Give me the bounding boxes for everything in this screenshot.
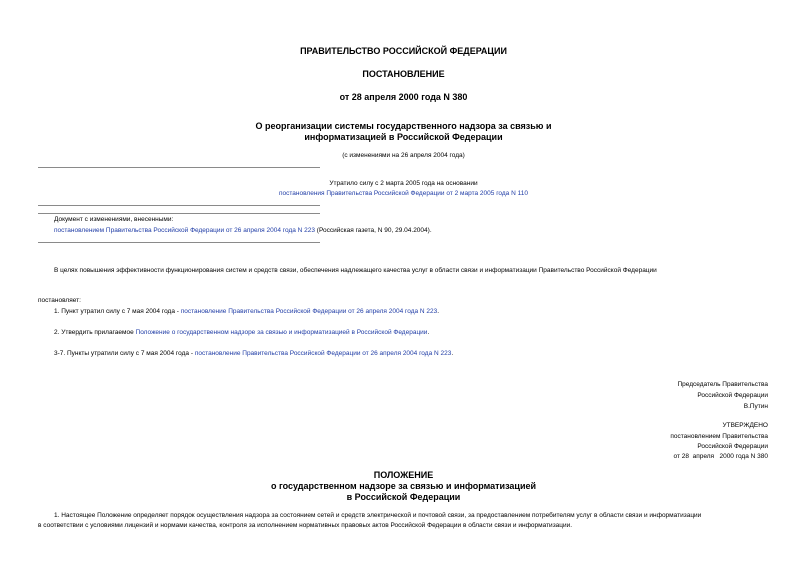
item-2	[54, 329, 429, 336]
regulation-subtitle-1: о государственном надзоре за связью и информатизацией	[270, 481, 537, 491]
signature-line-2: Российской Федерации	[697, 392, 768, 399]
changes-link[interactable]: постановлением Правительства Российской Федерации от 26 апреля 2004 года N 223	[54, 227, 315, 234]
approved-line-4: от 28 апреля 2000 года N 380	[673, 453, 768, 460]
document-type: ПОСТАНОВЛЕНИЕ	[362, 69, 445, 79]
resolves-word: постановляет:	[38, 297, 81, 304]
signature-line-1: Председатель Правительства	[677, 381, 768, 388]
regulation-subtitle-2: в Российской Федерации	[346, 492, 461, 502]
item-1-link[interactable]: постановление Правительства Российской Федерации от 26 апреля 2004 года N 223	[180, 308, 438, 315]
item-3-7	[54, 350, 453, 357]
approved-line-3: Российской Федерации	[697, 443, 768, 450]
regulation-para-1-line-2: в соответствии с условиями лицензий и нормами качества, контроля за исполнением нормативных правовых актов Российской Федерации в области связи и информатизации.	[38, 522, 573, 529]
changes-suffix: (Российская газета, N 90, 29.04.2004).	[315, 227, 432, 234]
item-2-link[interactable]: Положение о государственном надзоре за связью и информатизацией в Российской Федерации	[135, 329, 428, 336]
item-3-7-end: .	[451, 350, 454, 357]
document-date-number: от 28 апреля 2000 года N 380	[339, 92, 468, 102]
item-3-7-text: 3-7. Пункты утратили силу с 7 мая 2004 года -	[54, 350, 195, 357]
approved-line-1: УТВЕРЖДЕНО	[722, 422, 768, 429]
divider	[38, 242, 320, 243]
signature-name: В.Путин	[743, 403, 768, 410]
item-2-end: .	[427, 329, 430, 336]
amendments-note: (с изменениями на 26 апреля 2004 года)	[342, 152, 465, 159]
item-1	[54, 308, 439, 315]
item-1-text: 1. Пункт утратил силу с 7 мая 2004 года -	[54, 308, 181, 315]
changes-line	[54, 227, 432, 234]
divider	[38, 205, 320, 206]
regulation-title: ПОЛОЖЕНИЕ	[373, 470, 434, 480]
changes-label: Документ с изменениями, внесенными:	[54, 216, 174, 223]
expired-notice-text: Утратило силу с 2 марта 2005 года на основании	[329, 180, 478, 187]
expired-notice-link[interactable]: постановления Правительства Российской Федерации от 2 марта 2005 года N 110	[279, 190, 528, 197]
document-title-line-1: О реорганизации системы государственного надзора за связью и	[255, 121, 552, 131]
item-1-end: .	[437, 308, 440, 315]
document-title-line-2: информатизацией в Российской Федерации	[304, 132, 503, 142]
divider	[38, 167, 320, 168]
item-2-text: 2. Утвердить прилагаемое	[54, 329, 136, 336]
regulation-para-1-line-1: 1. Настоящее Положение определяет порядок осуществления надзора за состоянием сетей и средств электрической и почтовой связи, за предоставлением потребителям услуг в области связи и информатизации	[54, 512, 702, 519]
government-heading: ПРАВИТЕЛЬСТВО РОССИЙСКОЙ ФЕДЕРАЦИИ	[300, 46, 507, 56]
preamble: В целях повышения эффективности функционирования систем и средств связи, обеспечения надлежащего качества услуг в области связи и информатизации Правительство Российской Федерации	[54, 267, 657, 274]
item-3-7-link[interactable]: постановление Правительства Российской Федерации от 26 апреля 2004 года N 223	[194, 350, 452, 357]
divider	[38, 213, 320, 214]
approved-line-2: постановлением Правительства	[670, 433, 768, 440]
